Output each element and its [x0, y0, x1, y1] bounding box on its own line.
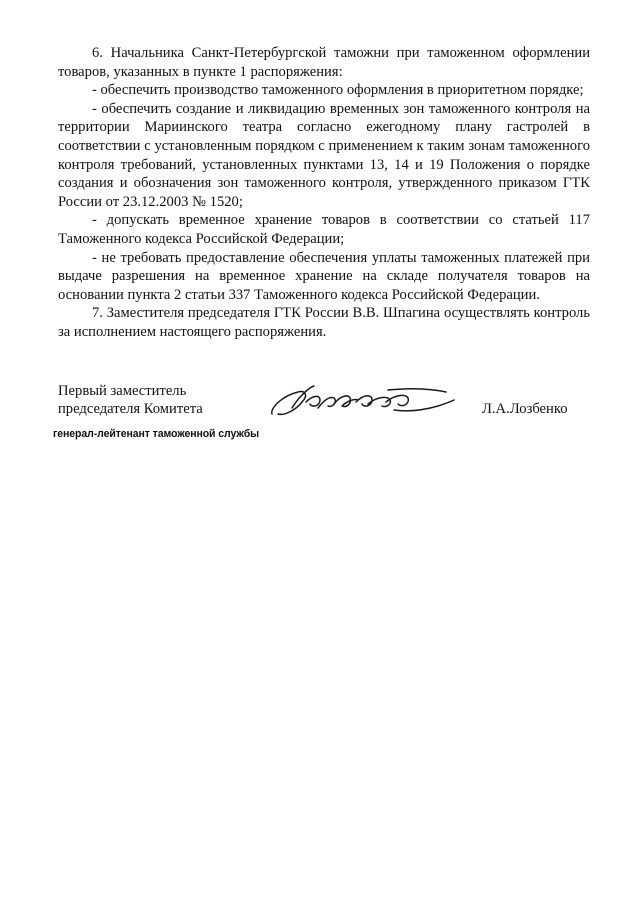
paragraph-6-item-3: - допускать временное хранение товаров в соответствии со статьей 117 Таможенного кодекса Российской Федерации; — [58, 212, 590, 247]
paragraph-6: 6. Начальника Санкт-Петербургской таможни при таможенном оформлении товаров, указанных в пункте 1 распоряжения: — [58, 45, 590, 80]
signer-name: Л.А.Лозбенко — [482, 401, 568, 417]
document-body — [58, 44, 590, 342]
paragraph-6-item-4: - не требовать предоставление обеспечения уплаты таможенных платежей при выдаче разрешения на временное хранение на складе получателя товаров на основании пункта 2 статьи 337 Таможенного кодекса Российской Федерации. — [58, 249, 590, 303]
signer-title-line-1: Первый заместитель — [58, 383, 187, 399]
handwritten-signature — [268, 378, 458, 428]
paragraph-6-item-2: - обеспечить создание и ликвидацию временных зон таможенного контроля на территории Мариинского театра согласно ежегодному плану гастролей в соответствии с установленным порядком с применением к таким зонам таможенного контроля требований, установленных пунктами 13, 14 и 19 Положения о порядке создания и обозначения зон таможенного контроля, утвержденного приказом ГТК России от 23.12.2003 № 1520; — [58, 100, 590, 210]
paragraph-7: 7. Заместителя председателя ГТК России В.В. Шпагина осуществлять контроль за исполнением настоящего распоряжения. — [58, 305, 590, 340]
signer-rank: генерал-лейтенант таможенной службы — [53, 428, 259, 440]
signer-title-line-2: председателя Комитета — [58, 401, 203, 417]
paragraph-6-item-1: - обеспечить производство таможенного оформления в приоритетном порядке; — [92, 82, 584, 99]
